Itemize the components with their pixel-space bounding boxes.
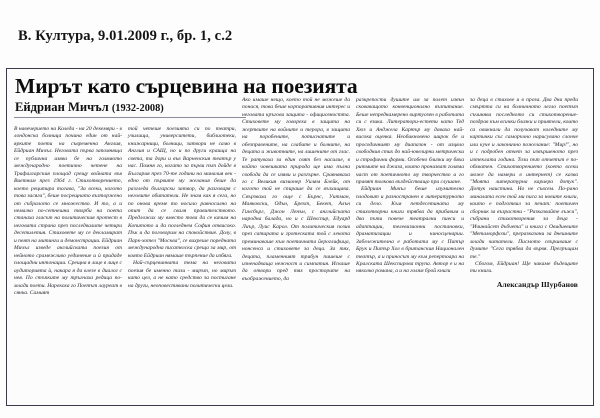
article-column-3: [242, 97, 350, 283]
article-column-1: [14, 97, 122, 297]
article-columns: [14, 97, 588, 399]
paragraph: Най-сърцевинната тема на неговата поезия бе именно тази - мирът, но мирът като цел, а не като средство за постигане на други, неоповестявани политически цели.: [128, 260, 236, 289]
article-signature: Александър Шурбанов: [496, 279, 578, 289]
article-column-4: [356, 97, 464, 276]
paragraph: Ако имаше нещо, което той не можеше да понася, това беше корпоративния интерес и неговата кръгова защита - официозността. Стиховете му говореха в защита на жертвите на войните и терора, в защита на поробените, потиснатите и обезправените, на слабите и болните, на децата и животните, на лишените от глас. Те ратуваха за един свят без насилие, в който човешката природа ще има пълна свобода да се изяви и разгърне. Сравняваха го с Великия визионер Уилям Блейк, от когото той не спираше да се възхищава. Свързваха го още с Бърнс, Уитман, Маяковски, Одън, Брехт, Бекет, Алън Гинсбърг, Джон Ленън, с английската народна балада, но и с Шекспир, Едуард Лиър, Луис Карол. От политическия позив през сатирата и гротеската той с лекота преминаваше към поетичната йероглифица, нонсенса и стиховете за деца. За тях, децата, пламенният трибун пишеше с изненадваща нежност и симпатия. Искаше да отвори пред тях просторите на въображението, да: [242, 97, 350, 282]
paragraph: разкрепости душите им за полет извън сковаващото конвенционално възпитание. Беше непреднамерено виртуозен в работата си с езика. Литератори-естети като Тед Хюз и Анджела Картър му даваха най-висока оценка. Необикновено широк бе и просодичният му диапазон - от изцяло свободния стих до най-ювелирни метрически и строфични форми. Особено близки му бяха ритмите на джаза, които пронизват голяма част от поетичното му творчество и го правят толкова въздействащо при слушане.: [356, 97, 464, 185]
paragraph: той четеше поезията си по театри, училища, университети, библиотеки, книжарници, болници, затвори не само в Англия и САЩ, но и по други краища на света, та дори и във Варненския театър у нас. Помня го, когато за първи път дойде в България през 70-те години на миналия век - едно от първите му желания беше да разгледа български затвор, да разговаря с неговите обитатели. Не знам как я сега, но по онова време то носило равносилно на опит да се сваля правителството. Предложих му вместо това да се качим на Копитото и да погледнем София отвисоко. Пък и да поговорим на спокойствие. Долу, в Парк-хотел "Москва", се вихреше поредната международна писателска среща за мир, от която Ейдриан нямаше търпение да избяга.: [128, 126, 236, 259]
source-citation: В. Култура, 9.01.2009 г., бр. 1, с.2: [18, 28, 233, 44]
subject-author-name: Ейдриан Мичъл: [15, 99, 109, 114]
article-column-5: [470, 97, 578, 290]
article-clipping-frame: [6, 68, 594, 406]
article-column-2: [128, 97, 236, 290]
paragraph: В навечерието на Коледа - на 20 декември - в лондонска болница почина един от най-ярките поети на съвременна Англия, Ейдриан Мичъл. Неговата първа запомняща се публична изява бе на голямото международно поетично четене на Трафалгарския площад срещу войната във Виетнам през 1964 г. Стихотворението, което рецитира тогава, "За всеки, когото това засяга", беше посрещнато възторжено от събралото се множество. И то, а и немалко по-сетнешни творби на поета станаха гласът на политическия протест в неговата страна през последвалите четири десетилетия. Стиховете му се декламират и пеят на митинги и демонстрации. Ейдриан Мичъл изведе английската поезия от нейното срамежливо уединение и ѝ придаде площадни интонации. Срещна я лице в лице с аудиторията ѝ, накара я да влезе в диалог с нея. По стъпките му тръгнаха редица по-млади поети. Нарекоха го Поетът лауреат в сянка. Самият: [14, 126, 122, 296]
article-headline: Мирът като сърцевина на поезията: [15, 74, 358, 98]
paragraph: за деца в стихове и в проза. Два дни преди смъртта си на болничното легло поетът съчинява последното си стихотворение-поздрав към всички близки и приятели, които са овикнали да получават коледните му картички със саморъчно нарисувано слонче или куче и лаконично пожелание: "Мир!", но и с подробен отчет за извършеното през изтеклата година. Този път отчетът е по-обхватен. Стихотворението (което всеки може да намери в интернет) се казва "Моята литературна кариера дотук". Дотук наистина. Но не съвсем. По-рано миналата есен той ми писа за новите книги, които е подготвил за печат: поетичен сборник за възрастни - "Разказвайте лъжи", събрани стихотворения за деца - "Ичинайсет дъбчета" и книга с Овидиевите "Метаморфози", преразказани за днешните млади читатели. Писмото свършваше с думите "Сега трябва да вървя. Прегръщам те.": [470, 97, 578, 260]
paragraph: Ейдриан Мичъл беше изумително плодовит и разностранен в литературното си дело. Към петдесетината му стихотворни книги трябва да прибавим и два пъти повече театрални пиеси и адаптации, телевизионни постановки, драматизации и киносценарии. Забележителна е работата му с Питър Брук и Питър Хол в британския Национален театър, а и приносът му към репертоара на Кралската Шекспирова трупа. Автор е и на няколко романа, а и на голям брой книги: [356, 186, 464, 275]
subject-life-years: (1932-2008): [111, 102, 164, 114]
paragraph: Сбогом, Ейдриан! Ще чакаме бъдещите ти книги.: [470, 260, 578, 275]
